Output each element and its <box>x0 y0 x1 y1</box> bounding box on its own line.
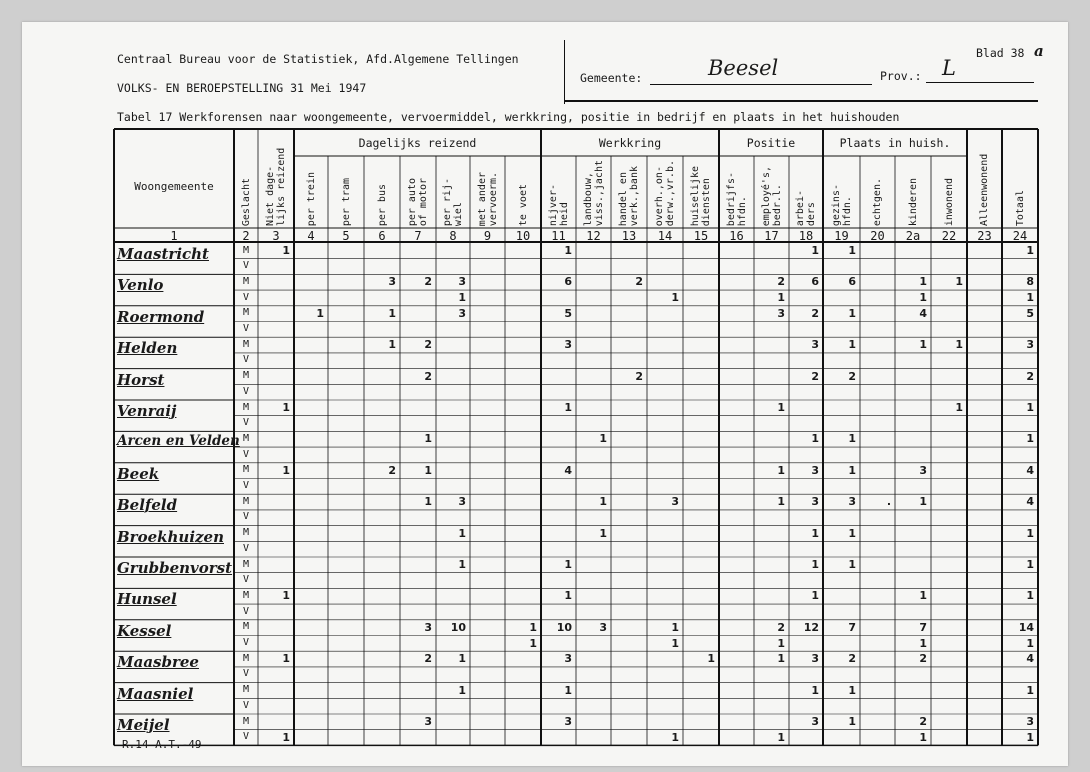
cell-col-2a: 1 <box>919 636 927 650</box>
cell-col-14: 1 <box>671 730 679 744</box>
cell-col-12: 1 <box>599 432 607 446</box>
cell-col-2a: 4 <box>919 306 927 320</box>
sex-label: M <box>242 275 250 287</box>
col-number-13: 13 <box>621 229 637 243</box>
place-name: Broekhuizen <box>117 527 224 546</box>
cell-col-3: 1 <box>282 652 290 666</box>
cell-col-8: 1 <box>458 683 466 697</box>
cell-col-2a: 2 <box>919 715 927 728</box>
cell-col-14: 1 <box>671 636 679 650</box>
cell-col-19: 1 <box>848 526 856 540</box>
cell-col-6: 2 <box>388 463 396 477</box>
cell-col-19: 6 <box>848 275 856 289</box>
cell-col-8: 1 <box>458 526 466 540</box>
sex-label: M <box>242 432 250 444</box>
col-header-17: employé's, bedr.l. <box>760 165 783 226</box>
cell-col-7: 3 <box>424 620 432 634</box>
cell-col-22: 1 <box>955 401 963 414</box>
col-number-23: 23 <box>977 229 992 243</box>
place-name: Maastricht <box>117 245 209 263</box>
cell-col-17: 2 <box>777 275 785 289</box>
col-header-2a: kinderen <box>907 177 919 226</box>
cell-col-19: 3 <box>848 495 856 509</box>
sex-label: V <box>242 542 250 554</box>
cell-col-13: 2 <box>635 369 643 383</box>
cell-col-7: 3 <box>424 715 432 728</box>
cell-col-20: . <box>886 495 891 509</box>
cell-col-18: 1 <box>811 244 819 257</box>
col-number-16: 16 <box>729 229 744 243</box>
cell-col-22: 1 <box>955 338 963 352</box>
cell-col-3: 1 <box>282 730 290 744</box>
group-header-werkkring: Werkkring <box>598 136 662 150</box>
cell-col-11: 3 <box>564 338 572 352</box>
cell-col-24: 4 <box>1026 463 1034 477</box>
cell-col-6: 1 <box>388 306 396 320</box>
cell-col-12: 1 <box>599 495 607 509</box>
gemeente-value: Beesel <box>708 56 779 80</box>
cell-col-24: 4 <box>1026 495 1034 509</box>
bureau-title: Centraal Bureau voor de Statistiek, Afd.Algemene Tellingen <box>117 52 519 66</box>
sex-label: M <box>242 527 250 539</box>
cell-col-7: 2 <box>424 652 432 666</box>
col-header-10: te voet <box>517 183 529 226</box>
cell-col-24: 1 <box>1026 558 1034 571</box>
cell-col-24: 1 <box>1026 432 1034 446</box>
cell-col-4: 1 <box>316 306 324 320</box>
cell-col-10: 1 <box>529 636 537 650</box>
cell-col-7: 2 <box>424 338 432 352</box>
cell-col-8: 1 <box>458 291 466 305</box>
sex-label: M <box>242 589 250 601</box>
cell-col-8: 3 <box>458 495 466 509</box>
cell-col-11: 5 <box>564 306 572 320</box>
cell-col-24: 3 <box>1026 338 1034 352</box>
cell-col-19: 1 <box>848 244 856 257</box>
cell-col-18: 3 <box>811 338 819 352</box>
col-header-5: per tram <box>340 177 352 226</box>
cell-col-24: 1 <box>1026 589 1034 603</box>
col-header-woongemeente: Woongemeente <box>134 180 214 193</box>
cell-col-24: 1 <box>1026 730 1034 744</box>
cell-col-18: 3 <box>811 495 819 509</box>
col-number-2a: 2a <box>905 229 921 243</box>
prov-label: Prov.: <box>880 69 922 83</box>
col-number-4: 4 <box>307 229 315 243</box>
sex-label: M <box>242 464 250 476</box>
cell-col-24: 1 <box>1026 526 1034 540</box>
place-name: Horst <box>117 370 165 389</box>
col-header-6: per bus <box>376 183 388 226</box>
sex-label: M <box>242 558 250 570</box>
cell-col-11: 3 <box>564 652 572 666</box>
cell-col-8: 3 <box>458 306 466 320</box>
cell-col-8: 1 <box>458 652 466 666</box>
cell-col-8: 10 <box>450 620 466 634</box>
cell-col-17: 1 <box>777 636 785 650</box>
col-header-3: Niet dage- lijks reizend <box>265 147 287 226</box>
col-header-20: echtgen. <box>872 177 883 226</box>
cell-col-7: 2 <box>424 275 432 289</box>
col-header-23: Alleenwonend <box>979 153 990 226</box>
cell-col-10: 1 <box>529 620 537 634</box>
sex-label: V <box>242 385 250 397</box>
cell-col-17: 1 <box>777 495 785 509</box>
col-number-5: 5 <box>342 229 350 243</box>
cell-col-24: 4 <box>1026 652 1034 666</box>
cell-col-22: 1 <box>955 275 963 289</box>
col-header-2: Geslacht <box>240 177 252 226</box>
cell-col-24: 1 <box>1026 291 1034 305</box>
sex-label: V <box>242 291 250 303</box>
cell-col-24: 3 <box>1026 715 1034 728</box>
cell-col-18: 12 <box>803 620 819 634</box>
col-number-20: 20 <box>870 229 885 243</box>
cell-col-18: 6 <box>811 275 819 289</box>
cell-col-2a: 1 <box>919 291 927 305</box>
cell-col-24: 1 <box>1026 401 1034 414</box>
cell-col-14: 1 <box>671 620 679 634</box>
cell-col-19: 1 <box>848 463 856 477</box>
cell-col-18: 3 <box>811 715 819 728</box>
sex-label: M <box>242 652 250 664</box>
col-number-17: 17 <box>764 229 779 243</box>
place-name: Arcen en Velden <box>117 433 240 450</box>
cell-col-18: 1 <box>811 589 819 603</box>
sex-label: M <box>242 401 250 413</box>
col-header-8: per rij- wiel <box>442 177 464 226</box>
sex-label: V <box>242 417 250 429</box>
place-name: Grubbenvorst <box>117 559 233 577</box>
col-header-18: arbei- ders <box>795 189 817 226</box>
sex-label: M <box>242 370 250 382</box>
cell-col-19: 1 <box>848 715 856 728</box>
cell-col-13: 2 <box>635 275 643 289</box>
cell-col-11: 1 <box>564 401 572 414</box>
sex-label: M <box>242 684 250 696</box>
col-header-4: per trein <box>305 171 317 226</box>
table-title: Tabel 17 Werkforensen naar woongemeente, vervoermiddel, werkkring, positie in bedrijf en plaats in het huishouden <box>117 110 900 124</box>
cell-col-14: 1 <box>671 291 679 305</box>
cell-col-11: 1 <box>564 558 572 571</box>
place-name: Helden <box>117 339 178 358</box>
col-number-9: 9 <box>483 229 492 243</box>
col-number-18: 18 <box>798 229 814 243</box>
col-header-22: inwonend <box>943 177 955 226</box>
cell-col-17: 2 <box>777 620 785 634</box>
cell-col-18: 2 <box>811 369 819 383</box>
cell-col-12: 3 <box>599 620 607 634</box>
col-header-13: handel en verk.,bank <box>618 165 640 226</box>
gemeente-label: Gemeente: <box>580 71 643 85</box>
col-header-14: overh.,on- derw.,vr.b. <box>654 159 676 226</box>
sex-label: V <box>242 354 250 366</box>
cell-col-17: 1 <box>777 652 785 666</box>
sex-label: M <box>242 621 250 633</box>
sex-label: V <box>242 637 250 648</box>
cell-col-24: 8 <box>1026 275 1034 289</box>
cell-col-17: 1 <box>777 730 785 744</box>
cell-col-7: 1 <box>424 495 432 509</box>
col-number-8: 8 <box>449 229 457 243</box>
cell-col-19: 1 <box>848 338 856 352</box>
sex-label: V <box>242 511 250 523</box>
cell-col-2a: 1 <box>919 730 927 744</box>
prov-value: L <box>942 56 956 80</box>
cell-col-2a: 7 <box>919 620 927 634</box>
cell-col-24: 1 <box>1026 636 1034 650</box>
cell-col-2a: 1 <box>919 338 927 352</box>
col-number-6: 6 <box>378 229 386 243</box>
col-header-16: bedrijfs- hfdn. <box>725 171 748 226</box>
cell-col-6: 3 <box>388 275 396 289</box>
cell-col-18: 3 <box>811 463 819 477</box>
cell-col-8: 1 <box>458 558 466 571</box>
place-name: Maasniel <box>117 684 194 703</box>
cell-col-2a: 3 <box>919 463 927 477</box>
sex-label: V <box>242 574 250 586</box>
cell-col-7: 2 <box>424 369 432 383</box>
cell-col-24: 2 <box>1026 369 1034 383</box>
census-title: VOLKS- EN BEROEPSTELLING 31 Mei 1947 <box>117 81 367 95</box>
cell-col-19: 1 <box>848 558 856 571</box>
cell-col-18: 2 <box>811 306 819 320</box>
cell-col-11: 1 <box>564 244 572 257</box>
cell-col-11: 4 <box>564 463 572 477</box>
cell-col-19: 2 <box>848 369 856 383</box>
cell-col-18: 1 <box>811 683 819 697</box>
cell-col-2a: 2 <box>919 652 927 666</box>
cell-col-15: 1 <box>707 652 715 666</box>
cell-col-3: 1 <box>282 401 290 414</box>
cell-col-8: 3 <box>458 275 466 289</box>
cell-col-17: 1 <box>777 463 785 477</box>
cell-col-11: 10 <box>556 620 572 634</box>
cell-col-11: 6 <box>564 275 572 289</box>
col-header-11: nijver- heid <box>547 183 570 226</box>
col-header-9: met ander vervoerm. <box>476 171 499 226</box>
place-name: Hunsel <box>117 590 177 609</box>
cell-col-2a: 1 <box>919 275 927 289</box>
col-number-11: 11 <box>551 229 566 243</box>
col-header-19: gezins- hfdn. <box>830 183 853 226</box>
sex-label: V <box>242 668 250 680</box>
cell-col-24: 1 <box>1026 244 1034 257</box>
cell-col-3: 1 <box>282 589 290 603</box>
sex-label: M <box>242 307 250 319</box>
col-number-2: 2 <box>242 229 250 243</box>
col-number-3: 3 <box>272 229 280 243</box>
cell-col-19: 1 <box>848 432 856 446</box>
col-number-22: 22 <box>941 229 957 243</box>
cell-col-11: 1 <box>564 683 572 697</box>
cell-col-19: 1 <box>848 683 856 697</box>
cell-col-19: 7 <box>848 620 856 634</box>
col-header-15: huiselijke diensten <box>690 165 712 226</box>
place-name: Venlo <box>117 276 164 295</box>
cell-col-17: 1 <box>777 401 785 414</box>
blad-suffix: a <box>1034 42 1044 60</box>
sex-label: V <box>242 605 250 617</box>
col-number-12: 12 <box>586 229 601 243</box>
cell-col-12: 1 <box>599 526 607 540</box>
sex-label: V <box>242 480 250 491</box>
cell-col-11: 3 <box>564 715 572 728</box>
cell-col-24: 14 <box>1018 620 1034 634</box>
col-number-14: 14 <box>657 229 673 243</box>
col-header-7: per auto of motor <box>407 177 429 226</box>
cell-col-18: 3 <box>811 652 819 666</box>
place-name: Meijel <box>117 716 170 734</box>
cell-col-7: 1 <box>424 463 432 477</box>
form-footer: R.14 A.T.-49 <box>122 738 202 751</box>
cell-col-18: 1 <box>811 432 819 446</box>
cell-col-2a: 1 <box>919 589 927 603</box>
col-number-19: 19 <box>834 229 849 243</box>
place-name: Maasbree <box>117 653 199 672</box>
sex-label: M <box>242 715 250 727</box>
col-number-10: 10 <box>515 229 531 243</box>
place-name: Venraij <box>117 402 177 420</box>
cell-col-17: 3 <box>777 306 785 320</box>
sex-label: V <box>242 731 250 743</box>
cell-col-6: 1 <box>388 338 396 352</box>
place-name: Beek <box>117 464 160 483</box>
cell-col-3: 1 <box>282 463 290 477</box>
place-name: Roermond <box>117 307 205 326</box>
col-header-12: landbouw, viss.,jacht <box>582 159 605 226</box>
cell-col-17: 1 <box>777 291 785 305</box>
cell-col-14: 3 <box>671 495 679 509</box>
col-number-1: 1 <box>170 229 178 243</box>
place-name: Belfeld <box>117 496 178 515</box>
cell-col-18: 1 <box>811 558 819 571</box>
sex-label: V <box>242 323 250 334</box>
cell-col-7: 1 <box>424 432 432 446</box>
cell-col-2a: 1 <box>919 495 927 509</box>
cell-col-11: 1 <box>564 589 572 603</box>
col-number-15: 15 <box>693 229 709 243</box>
place-name: Kessel <box>117 621 172 640</box>
census-sheet <box>22 22 1068 766</box>
sex-label: V <box>242 699 250 711</box>
cell-col-24: 5 <box>1026 306 1034 320</box>
sex-label: V <box>242 448 250 460</box>
sex-label: V <box>242 260 250 272</box>
blad-label: Blad 38 <box>976 46 1025 60</box>
cell-col-19: 2 <box>848 652 856 666</box>
sex-label: M <box>242 338 250 350</box>
cell-col-18: 1 <box>811 526 819 540</box>
col-number-7: 7 <box>414 229 422 243</box>
cell-col-24: 1 <box>1026 683 1034 697</box>
cell-col-3: 1 <box>282 244 290 257</box>
group-header-dagelijks: Dagelijks reizend <box>358 136 477 150</box>
sex-label: M <box>242 244 250 256</box>
col-header-24: Totaal <box>1014 189 1026 226</box>
col-number-24: 24 <box>1012 229 1028 243</box>
group-header-positie: Positie <box>746 136 796 150</box>
group-header-plaats: Plaats in huish. <box>839 136 951 150</box>
cell-col-19: 1 <box>848 306 856 320</box>
sex-label: M <box>242 495 250 507</box>
